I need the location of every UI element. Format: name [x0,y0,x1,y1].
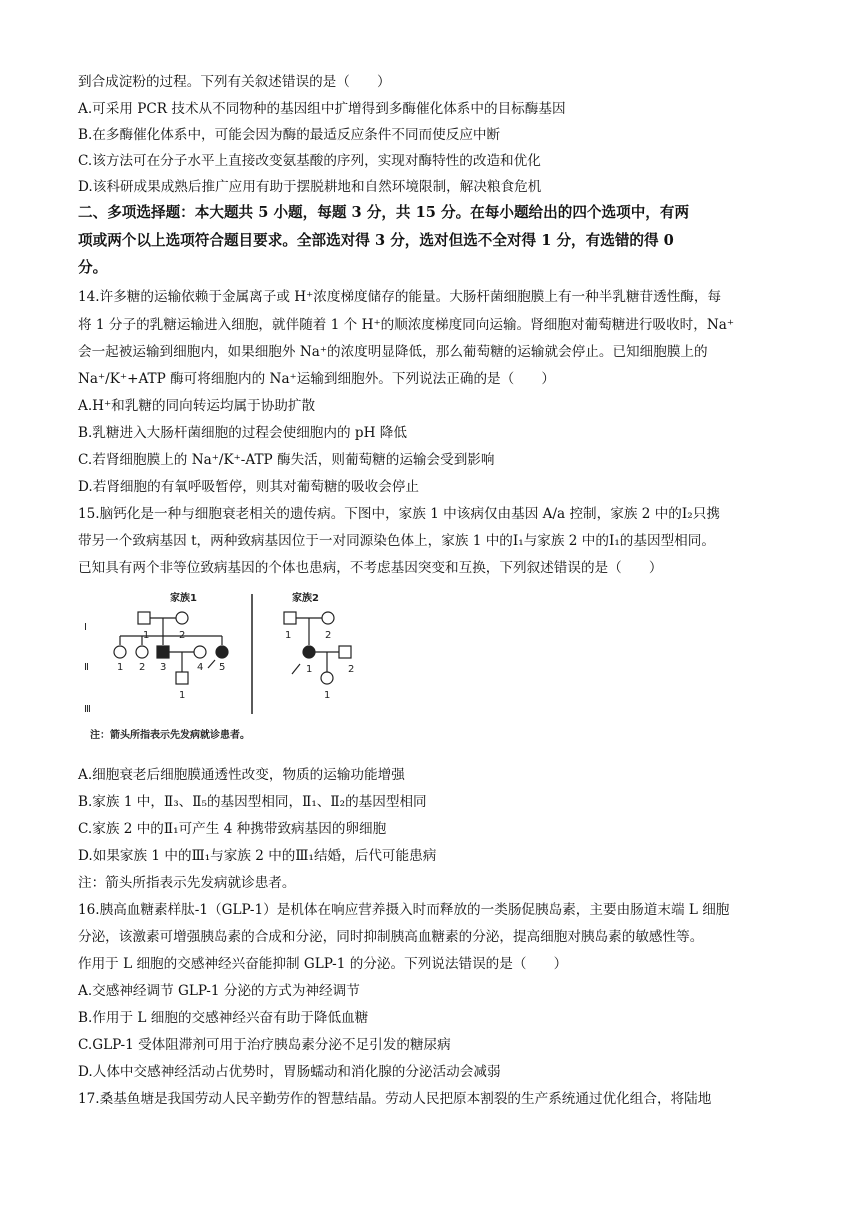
question-14: 将 1 分子的乳糖运输进入细胞，就伴随着 1 个 H⁺的顺浓度梯度同向运输。肾细胞对葡萄糖进行吸收时，Na⁺ [78,317,735,333]
f1-I1-male [138,612,150,624]
num-label: 1 [179,690,186,701]
gen-label-III: Ⅲ [84,704,91,715]
num-label: 4 [197,662,204,673]
question-17: 17.桑基鱼塘是我国劳动人民辛勤劳作的智慧结晶。劳动人民把原本割裂的生产系统通过优化组合，将陆地 [78,1091,712,1107]
option-d: D.人体中交感神经活动占优势时，胃肠蠕动和消化腺的分泌活动会减弱 [78,1064,501,1080]
f1-II2-female [136,646,148,658]
question-15: 15.脑钙化是一种与细胞衰老相关的遗传病。下图中，家族 1 中该病仅由基因 A/a 控制，家族 2 中的Ⅰ₂只携 [78,506,720,522]
question-16: 作用于 L 细胞的交感神经兴奋能抑制 GLP-1 的分泌。下列说法错误的是（ ） [78,956,568,972]
proband-arrow [292,664,300,674]
note-text: 注：箭头所指表示先发病就诊患者。 [78,875,296,891]
question-15: 已知具有两个非等位致病基因的个体也患病，不考虑基因突变和互换，下列叙述错误的是（ ） [78,560,663,576]
f1-II4-female [194,646,206,658]
option-d: D.该科研成果成熟后推广应用有助于摆脱耕地和自然环境限制，解决粮食危机 [78,179,542,195]
f2-I1-male [284,612,296,624]
option-d: D.如果家族 1 中的Ⅲ₁与家族 2 中的Ⅲ₁结婚，后代可能患病 [78,848,437,864]
num-label: 1 [324,690,331,701]
num-label: 2 [325,630,332,641]
num-label: 1 [285,630,292,641]
f1-II3-affected-male [157,646,169,658]
num-label: 5 [219,662,226,673]
option-c: C.若肾细胞膜上的 Na⁺/K⁺-ATP 酶失活，则葡萄糖的运输会受到影响 [78,452,495,468]
question-14: Na⁺/K⁺+ATP 酶可将细胞内的 Na⁺运输到细胞外。下列说法正确的是（ ） [78,371,556,387]
option-c: C.GLP-1 受体阻滞剂可用于治疗胰岛素分泌不足引发的糖尿病 [78,1037,451,1053]
figure-note: 注：箭头所指表示先发病就诊患者。 [90,730,250,741]
f2-II2-male [339,646,351,658]
option-a: A.H⁺和乳糖的同向转运均属于协助扩散 [78,398,316,414]
num-label: 2 [139,662,146,673]
num-label: 2 [179,630,186,641]
option-c: C.该方法可在分子水平上直接改变氨基酸的序列，实现对酶特性的改造和优化 [78,153,541,169]
num-label: 3 [160,662,167,673]
family1-label: 家族1 [170,593,197,604]
proband-arrow [208,660,215,668]
option-d: D.若肾细胞的有氧呼吸暂停，则其对葡萄糖的吸收会停止 [78,479,419,495]
question-16: 16.胰高血糖素样肽-1（GLP-1）是机体在响应营养摄入时而释放的一类肠促胰岛素，主要由肠道末端 L 细胞 [78,902,730,918]
option-b: B.在多酶催化体系中，可能会因为酶的最适反应条件不同而使反应中断 [78,127,501,143]
family2-label: 家族2 [292,593,319,604]
gen-label-II: Ⅱ [84,662,89,673]
question-16: 分泌，该激素可增强胰岛素的合成和分泌，同时抑制胰高血糖素的分泌，提高细胞对胰岛素的敏感性等。 [78,929,704,945]
f1-III1-male [176,672,188,684]
section-heading: 项或两个以上选项符合题目要求。全部选对得 3 分，选对但选不全对得 1 分，有选错的得 0 [78,232,674,249]
question-14: 会一起被运输到细胞内，如果细胞外 Na⁺的浓度明显降低，那么葡萄糖的运输就会停止。已知细胞膜上的 [78,344,708,360]
question-14: 14.许多糖的运输依赖于金属离子或 H⁺浓度梯度储存的能量。大肠杆菌细胞膜上有一种半乳糖苷透性酶，每 [78,289,722,305]
question-15: 带另一个致病基因 t，两种致病基因位于一对同源染色体上，家族 1 中的Ⅰ₁与家族 2 中的Ⅰ₁的基因型相同。 [78,533,715,549]
section-heading: 分。 [78,259,108,276]
option-a: A.细胞衰老后细胞膜通透性改变，物质的运输功能增强 [78,767,405,783]
f2-I2-female [322,612,334,624]
num-label: 1 [143,630,150,641]
pedigree-figure [80,586,380,748]
f1-I2-female [176,612,188,624]
num-label: 1 [117,662,124,673]
option-b: B.乳糖进入大肠杆菌细胞的过程会使细胞内的 pH 降低 [78,425,407,441]
option-a: A.可采用 PCR 技术从不同物种的基因组中扩增得到多酶催化体系中的目标酶基因 [78,101,566,117]
option-c: C.家族 2 中的Ⅱ₁可产生 4 种携带致病基因的卵细胞 [78,821,387,837]
f2-III1-female [321,672,333,684]
num-label: 2 [348,664,355,675]
option-b: B.家族 1 中，Ⅱ₃、Ⅱ₅的基因型相同，Ⅱ₁、Ⅱ₂的基因型相同 [78,794,427,810]
option-a: A.交感神经调节 GLP-1 分泌的方式为神经调节 [78,983,360,999]
f2-II1-affected-female [303,646,315,658]
gen-label-I: Ⅰ [84,622,87,633]
option-b: B.作用于 L 细胞的交感神经兴奋有助于降低血糖 [78,1010,369,1026]
f1-II5-affected-female [216,646,228,658]
text-line: 到合成淀粉的过程。下列有关叙述错误的是（ ） [78,74,391,90]
section-heading: 二、多项选择题：本大题共 5 小题，每题 3 分，共 15 分。在每小题给出的四个选项中，有两 [78,204,690,221]
f1-II1-female [114,646,126,658]
num-label: 1 [306,664,313,675]
